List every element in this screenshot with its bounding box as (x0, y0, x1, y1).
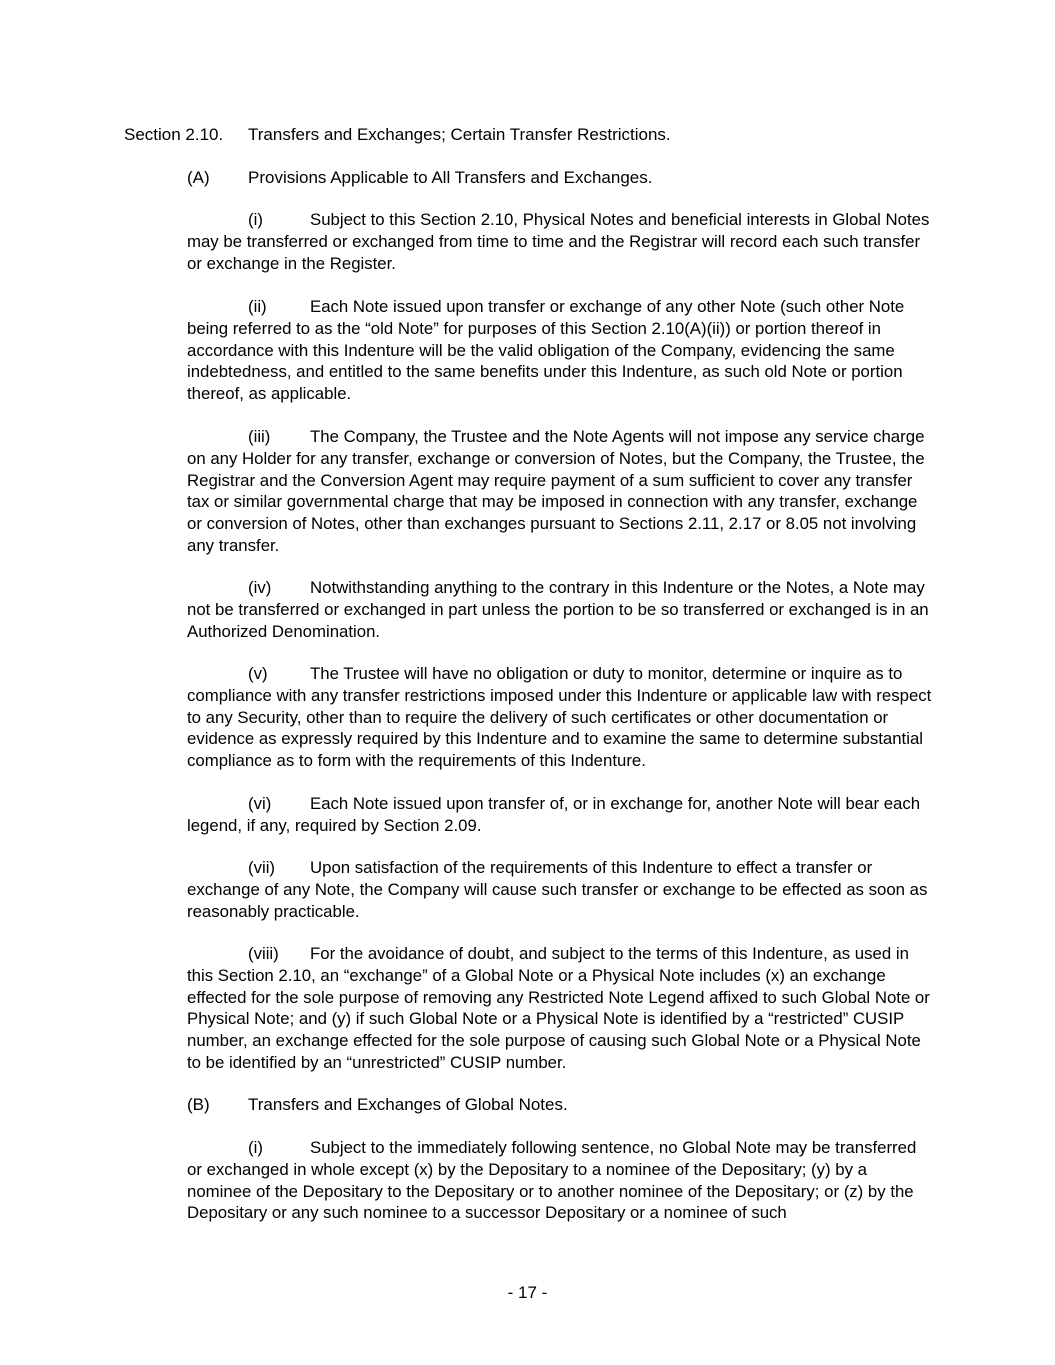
section-heading (124, 124, 671, 146)
paragraph-a-viii (187, 943, 932, 1074)
subsection-a-label: (A) (187, 168, 210, 187)
paragraph-label: (i) (248, 1138, 263, 1157)
page-number: - 17 - (507, 1283, 548, 1302)
subsection-a-title: Provisions Applicable to All Transfers and Exchanges. (248, 168, 653, 187)
paragraph-a-v (187, 663, 932, 772)
paragraph-a-iii (187, 426, 932, 557)
section-number: Section 2.10. (124, 125, 224, 144)
paragraph-a-iv (187, 577, 932, 642)
paragraph-text: Subject to this Section 2.10, Physical Notes and beneficial interests in Global Notes may be transferred or exchanged from time to time and the Registrar will record each such transfer or exchange in the Register. (187, 210, 930, 273)
paragraph-a-i (187, 209, 932, 274)
subsection-b-heading (187, 1094, 568, 1116)
paragraph-label: (v) (248, 664, 268, 683)
paragraph-text: The Trustee will have no obligation or duty to monitor, determine or inquire as to compliance with any transfer restrictions imposed under this Indenture or applicable law with respect to any Security, other than to require the delivery of such certificates or other documentation or evidence as expressly required by this Indenture and to examine the same to determine substantial compliance as to form with the requirements of this Indenture. (187, 664, 932, 771)
paragraph-label: (ii) (248, 297, 267, 316)
paragraph-text: Subject to the immediately following sentence, no Global Note may be transferred or exchanged in whole except (x) by the Depositary to a nominee of the Depositary; (y) by a nominee of the Depositary to the Depositary or to another nominee of the Depositary; or (z) by the Depositary or any such nominee to a successor Depositary or a nominee of such (187, 1138, 917, 1223)
paragraph-label: (vi) (248, 794, 272, 813)
paragraph-text: For the avoidance of doubt, and subject to the terms of this Indenture, as used in this Section 2.10, an “exchange” of a Global Note or a Physical Note includes (x) an exchange effected for the sole purpose of removing any Restricted Note Legend affixed to such Global Note or Physical Note; and (y) if such Global Note or a Physical Note is identified by a “restricted” CUSIP number, an exchange effected for the sole purpose of causing such Global Note or a Physical Note to be identified by an “unrestricted” CUSIP number. (187, 944, 930, 1072)
paragraph-text: The Company, the Trustee and the Note Agents will not impose any service charge on any Holder for any transfer, exchange or conversion of Notes, but the Company, the Trustee, the Registrar and the Conversion Agent may require payment of a sum sufficient to cover any transfer tax or similar governmental charge that may be imposed in connection with any transfer, exchange or conversion of Notes, other than exchanges pursuant to Sections 2.11, 2.17 or 8.05 not involving any transfer. (187, 427, 925, 555)
paragraph-label: (vii) (248, 858, 276, 877)
paragraph-text: Each Note issued upon transfer of, or in exchange for, another Note will bear each legend, if any, required by Section 2.09. (187, 794, 921, 835)
paragraph-label: (iii) (248, 427, 271, 446)
paragraph-text: Upon satisfaction of the requirements of this Indenture to effect a transfer or exchange of any Note, the Company will cause such transfer or exchange to be effected as soon as reasonably practicable. (187, 858, 928, 921)
section-title: Transfers and Exchanges; Certain Transfer Restrictions. (248, 125, 671, 144)
paragraph-label: (iv) (248, 578, 272, 597)
subsection-b-title: Transfers and Exchanges of Global Notes. (248, 1095, 568, 1114)
paragraph-label: (viii) (248, 944, 279, 963)
paragraph-text: Each Note issued upon transfer or exchange of any other Note (such other Note being referred to as the “old Note” for purposes of this Section 2.10(A)(ii)) or portion thereof in accordance with this Indenture will be the valid obligation of the Company, evidencing the same indebtedness, and entitled to the same benefits under this Indenture, as such old Note or portion thereof, as applicable. (187, 297, 905, 404)
subsection-a-heading (187, 167, 652, 189)
paragraph-a-ii (187, 296, 932, 405)
paragraph-b-i (187, 1137, 932, 1224)
paragraph-text: Notwithstanding anything to the contrary in this Indenture or the Notes, a Note may not be transferred or exchanged in part unless the portion to be so transferred or exchanged is in an Authorized Denomination. (187, 578, 929, 641)
subsection-b-label: (B) (187, 1095, 210, 1114)
paragraph-label: (i) (248, 210, 263, 229)
paragraph-a-vii (187, 857, 932, 922)
paragraph-a-vi (187, 793, 932, 837)
